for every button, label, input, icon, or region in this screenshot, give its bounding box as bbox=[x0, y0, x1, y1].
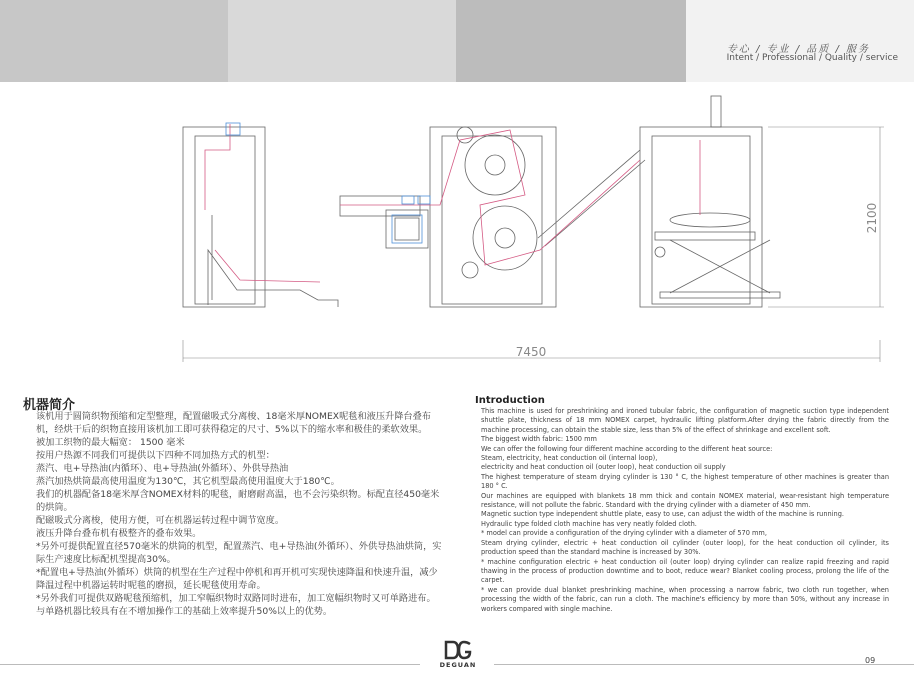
header-band-2 bbox=[228, 0, 456, 82]
slogan-english: Intent / Professional / Quality / service bbox=[726, 53, 898, 63]
en-paragraph: * we can provide dual blanket preshrinking machine, when processing a narrow fabric, two cloth run together, when processing the width of the fabric, can run a cloth. The machine's efficiency by more than 50%, without any increase in workers compared with single machine. bbox=[481, 585, 889, 613]
cn-paragraph: 蒸汽加热烘筒最高使用温度为130℃，其它机型最高使用温度大于180℃。 bbox=[36, 476, 340, 487]
en-paragraph: Steam drying cylinder, electric + heat conduction oil cylinder (outer loop), for the heat conduction oil cylinder, its production speed than the standard machine is increased by 30%. bbox=[481, 538, 889, 557]
cn-paragraph: 被加工织物的最大幅宽： 1500 毫米 bbox=[36, 437, 185, 448]
en-description bbox=[475, 407, 889, 614]
cn-paragraph: 配磁吸式分离梭，使用方便，可在机器运转过程中调节宽度。 bbox=[36, 515, 285, 526]
en-paragraph: Magnetic suction type independent shuttle plate, easy to use, can adjust the width of the machine is running. bbox=[481, 510, 844, 519]
cn-paragraph: *另外可提供配置直径570毫米的烘筒的机型，配置蒸汽、电+导热油(外循环）、外供导热油烘筒，实际生产速度比标配机型提高30%。 bbox=[36, 541, 442, 565]
en-paragraph: * model can provide a configuration of the drying cylinder with a diameter of 570 mm, bbox=[481, 529, 767, 538]
slogan-chinese: 专心 / 专业 / 品质 / 服务 bbox=[726, 44, 870, 55]
en-paragraph: This machine is used for preshrinking and ironed tubular fabric, the configuration of magnetic suction type independent shuttle plate, thickness of 18 mm NOMEX carpet, hydraulic lifting platform.After drying the fabric directly from the machine processing, can obtain the stable size, less than 5% of the effect of shrinkage and excellent soft. bbox=[481, 407, 889, 434]
cn-paragraph: 蒸汽、电+导热油(内循环）、电+导热油(外循环）、外供导热油 bbox=[36, 463, 289, 474]
machine-drawing bbox=[0, 82, 914, 382]
brand-name: DEGUAN bbox=[439, 661, 477, 669]
cn-paragraph: 该机用于圆筒织物预缩和定型整理，配置磁吸式分离梭、18毫米厚NOMEX呢毯和液压升降台叠布机，经烘干后的织物直接用该机加工即可获得稳定的尺寸、5%以下的缩水率和极佳的柔软效果。 bbox=[36, 411, 431, 435]
en-paragraph: Steam, electricity, heat conduction oil (internal loop), bbox=[481, 454, 658, 463]
en-paragraph: Our machines are equipped with blankets 18 mm thick and contain NOMEX material, wear-resistant high temperature resistance, will not pollute the fabric. Standard with the drying cylinder with a diameter of 450 mm. bbox=[481, 491, 889, 510]
header-band-3 bbox=[456, 0, 686, 82]
en-section-title: Introduction bbox=[475, 395, 545, 406]
cn-paragraph: 我们的机器配备18毫米厚含NOMEX材料的呢毯，耐磨耐高温，也不会污染织物。标配直径450毫米的烘筒。 bbox=[36, 489, 440, 513]
en-paragraph: We can offer the following four different machine according to the different heat source: bbox=[481, 444, 773, 453]
dg-logo-icon bbox=[443, 640, 473, 660]
cn-paragraph: 按用户热源不同我们可提供以下四种不同加热方式的机型： bbox=[36, 450, 275, 461]
footer-rule-right bbox=[494, 664, 914, 665]
cn-paragraph: *另外我们可提供双路呢毯预缩机，加工窄幅织物时双路同时进布，加工宽幅织物时又可单路进布。与单路机器比较具有在不增加操作工的基础上效率提升50%以上的优势。 bbox=[36, 593, 436, 617]
en-paragraph: The biggest width fabric: 1500 mm bbox=[481, 435, 597, 444]
cn-description bbox=[23, 410, 443, 618]
cn-section-title: 机器简介 bbox=[23, 398, 76, 413]
en-paragraph: * machine configuration electric + heat conduction oil (outer loop) drying cylinder can realize rapid freezing and rapid thawing in the process of production downtime and to boot, reduce wear? Blanket cooling process, prolong the life of the carpet. bbox=[481, 557, 889, 585]
header-band-1 bbox=[0, 0, 228, 82]
footer-rule-left bbox=[0, 664, 420, 665]
en-paragraph: The highest temperature of steam drying cylinder is 130 ° C, the highest temperature of other machines is greater than 180 ° C. bbox=[481, 472, 889, 491]
en-paragraph: electricity and heat conduction oil (outer loop), heat conduction oil supply bbox=[481, 463, 726, 472]
cn-paragraph: 液压升降台叠布机有极整齐的叠布效果。 bbox=[36, 528, 202, 539]
dimension-height-label: 2100 bbox=[865, 202, 879, 234]
dimension-width-label: 7450 bbox=[515, 345, 547, 359]
en-paragraph: Hydraulic type folded cloth machine has very neatly folded cloth. bbox=[481, 519, 697, 528]
brand-logo bbox=[436, 640, 480, 669]
page-number: 09 bbox=[865, 656, 876, 665]
cn-paragraph: *配置电+导热油(外循环）烘筒的机型在生产过程中停机和再开机可实现快速降温和快速升温，减少降温过程中机器运转时呢毯的磨损，延长呢毯使用寿命。 bbox=[36, 567, 438, 591]
